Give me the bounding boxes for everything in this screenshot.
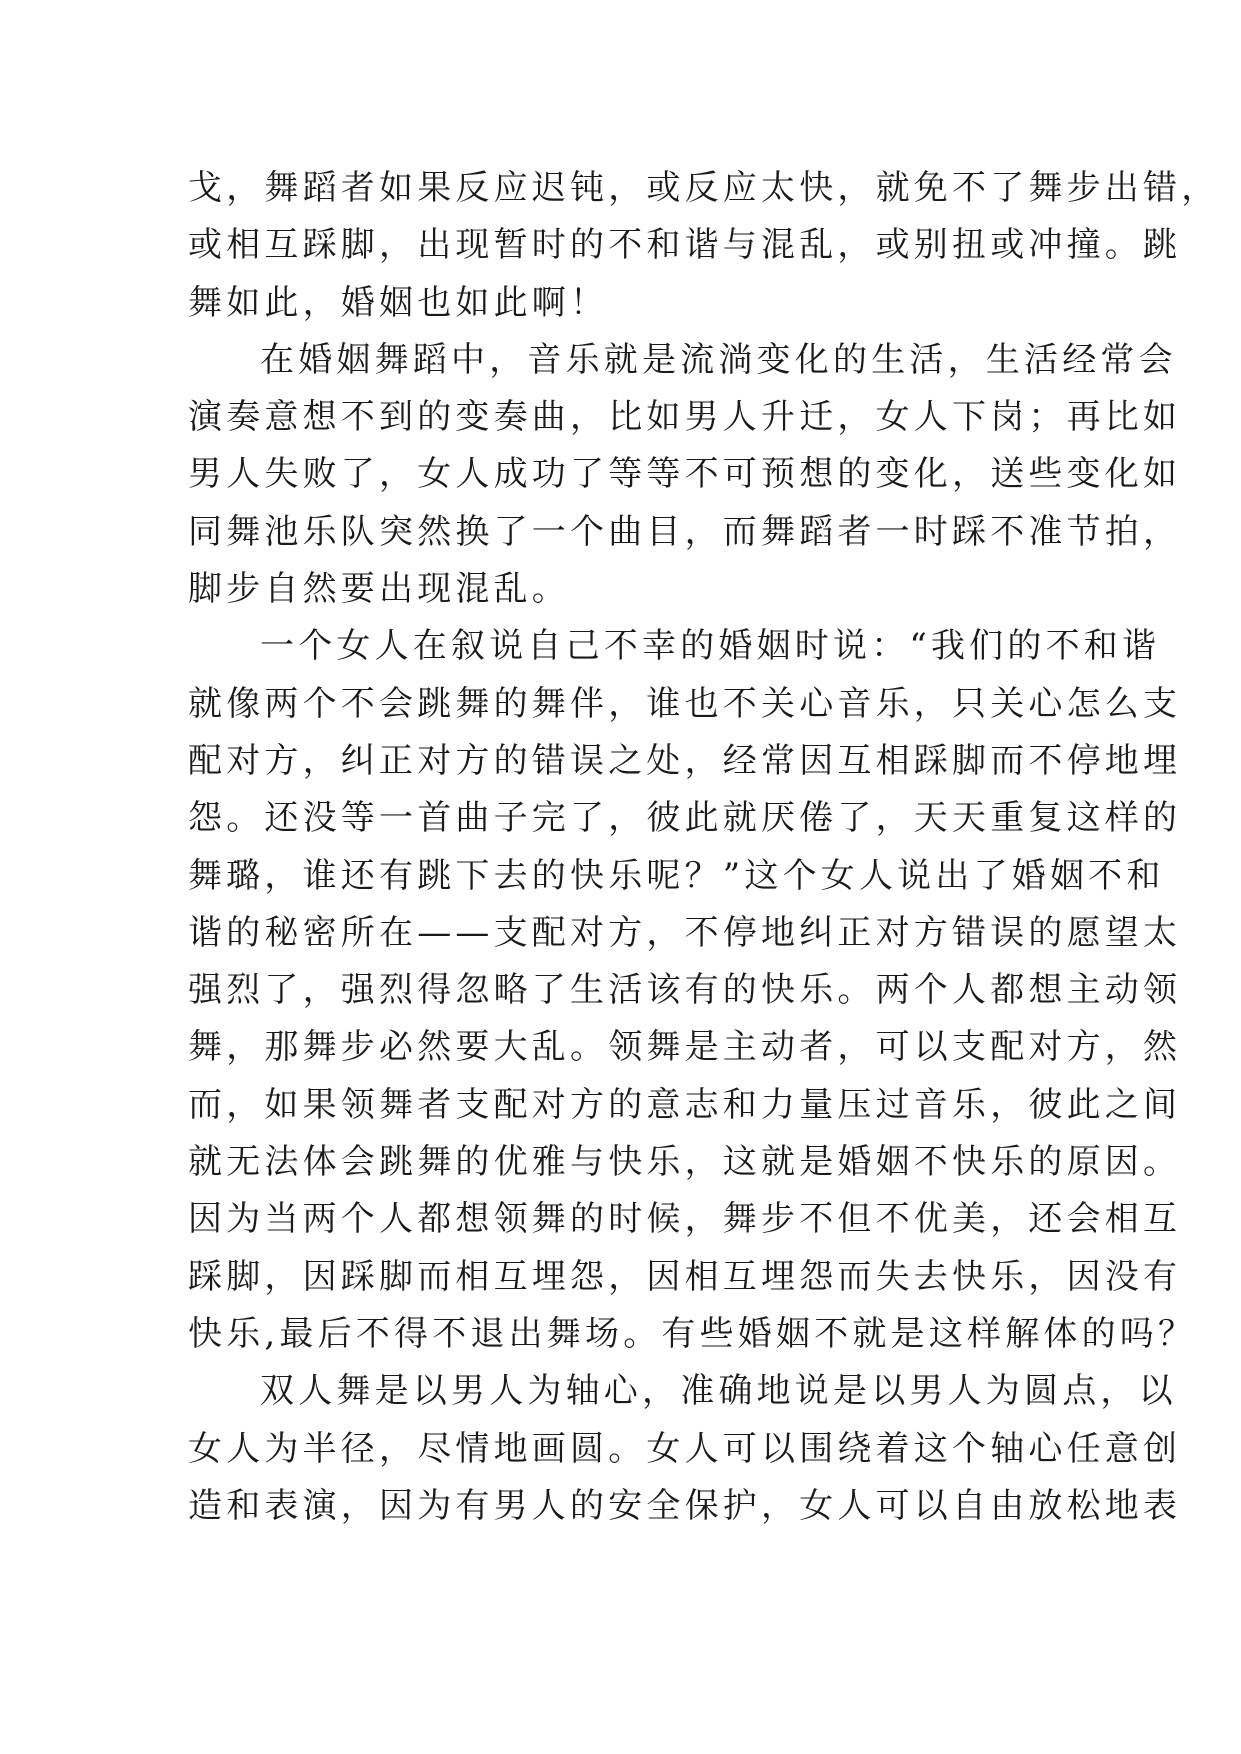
text-line: 而，如果领舞者支配对方的意志和力量压过音乐，彼此之间 <box>188 1084 1182 1125</box>
text-line: 同舞池乐队突然换了一个曲目，而舞蹈者一时踩不准节拍， <box>188 511 1182 552</box>
text-line: 在婚姻舞蹈中，音乐就是流淌变化的生活，生活经常会 <box>260 339 1177 380</box>
text-line: 就像两个不会跳舞的舞伴，谁也不关心音乐，只关心怎么支 <box>188 683 1182 724</box>
text-line: 因为当两个人都想领舞的时候，舞步不但不优美，还会相互 <box>188 1199 1182 1240</box>
text-line: 踩脚，因踩脚而相互埋怨，因相互埋怨而失去快乐，因没有 <box>188 1256 1182 1297</box>
text-line: 谐的秘密所在——支配对方，不停地纠正对方错误的愿望太 <box>188 912 1182 953</box>
text-line: 舞如此，婚姻也如此啊！ <box>188 282 609 323</box>
text-line: 就无法体会跳舞的优雅与快乐，这就是婚姻不快乐的原因。 <box>188 1142 1182 1183</box>
paragraph <box>188 332 1182 618</box>
text-line: 脚步自然要出现混乱。 <box>188 569 570 610</box>
text-line: 一个女人在叙说自己不幸的婚姻时说：“我们的不和谐 <box>260 626 1161 667</box>
text-line: 配对方，纠正对方的错误之处，经常因互相踩脚而不停地埋 <box>188 740 1182 781</box>
text-line: 双人舞是以男人为轴心，准确地说是以男人为圆点，以 <box>260 1371 1177 1412</box>
text-line: 舞，那舞步必然要大乱。领舞是主动者，可以支配对方，然 <box>188 1027 1182 1068</box>
text-line: 快乐,最后不得不退出舞场。有些婚姻不就是这样解体的吗？ <box>188 1313 1197 1354</box>
text-line: 演奏意想不到的变奏曲，比如男人升迁，女人下岗；再比如 <box>188 397 1182 438</box>
text-line: 或相互踩脚，出现暂时的不和谐与混乱，或别扭或冲撞。跳 <box>188 225 1182 266</box>
text-line: 女人为半径，尽情地画圆。女人可以围绕着这个轴心任意创 <box>188 1428 1182 1469</box>
text-line: 男人失败了，女人成功了等等不可预想的变化，送些变化如 <box>188 454 1182 495</box>
paragraph <box>188 618 1197 1363</box>
body-text <box>188 160 1220 1535</box>
text-line: 舞璐，谁还有跳下去的快乐呢？”这个女人说出了婚姻不和 <box>188 855 1165 896</box>
paragraph <box>188 1363 1182 1535</box>
paragraph <box>188 160 1220 332</box>
text-line: 戈，舞蹈者如果反应迟钝，或反应太快，就免不了舞步出错， <box>188 168 1220 208</box>
text-line: 怨。还没等一首曲子完了，彼此就厌倦了，天天重复这样的 <box>188 798 1182 839</box>
text-line: 造和表演，因为有男人的安全保护，女人可以自由放松地表 <box>188 1485 1182 1526</box>
text-line: 强烈了，强烈得忽略了生活该有的快乐。两个人都想主动领 <box>188 970 1182 1011</box>
